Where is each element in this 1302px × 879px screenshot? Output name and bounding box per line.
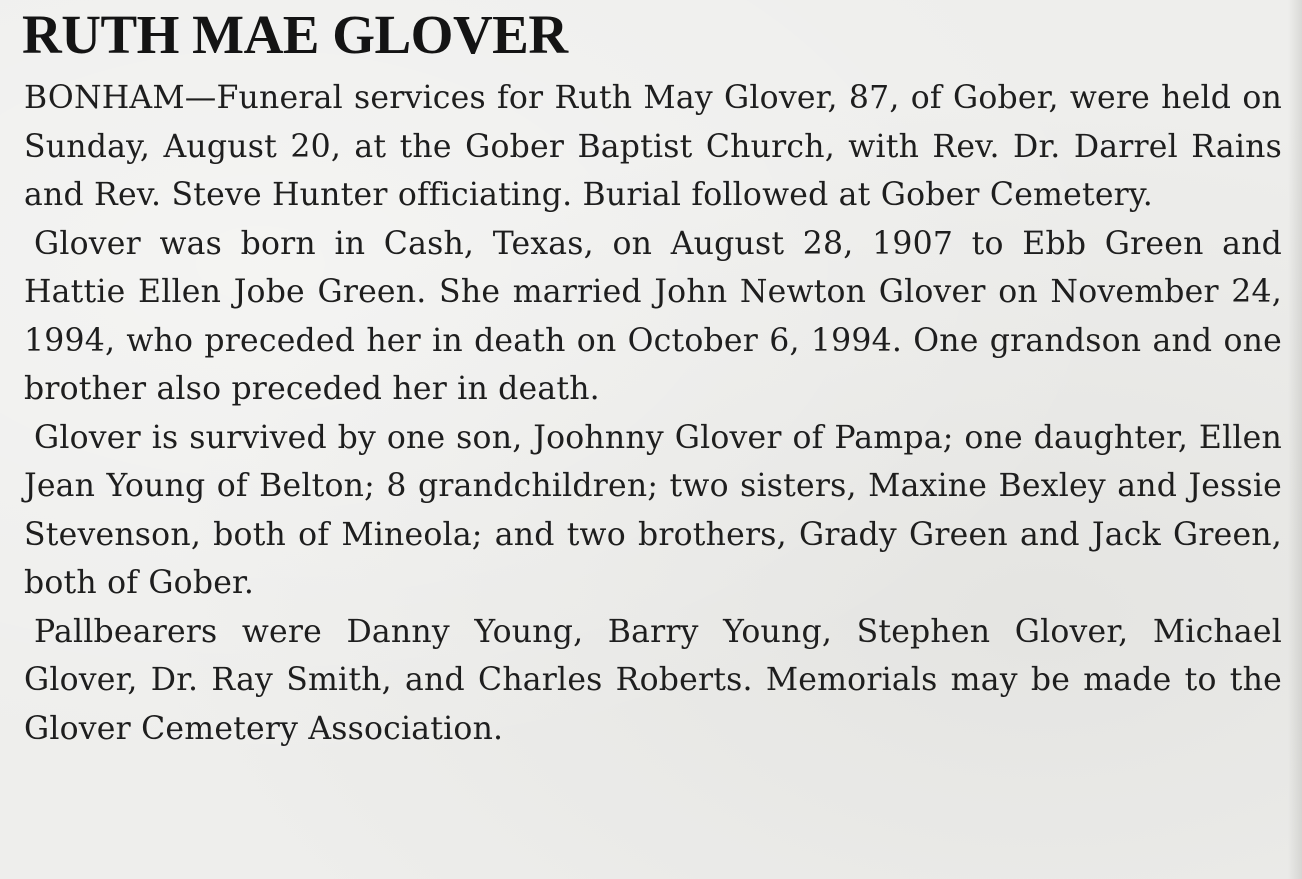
paragraph-funeral-services: BONHAM—Funeral services for Ruth May Glover, 87, of Gober, were held on Sunday, August 20, at the Gober Baptist Church, with Rev. Dr. Darrel Rains and Rev. Steve Hunter officiating. Burial followed at Gober Cemetery. <box>24 80 1282 213</box>
obituary-headline: RUTH MAE GLOVER <box>22 4 568 65</box>
paper-edge-shadow <box>1288 0 1302 879</box>
paragraph-pallbearers: Pallbearers were Danny Young, Barry Young, Stephen Glover, Michael Glover, Dr. Ray Smith, and Charles Roberts. Memorials may be made to the Glover Cemetery Association. <box>24 613 1282 747</box>
paragraph-survivors: Glover is survived by one son, Joohnny Glover of Pampa; one daughter, Ellen Jean Young of Belton; 8 grandchildren; two sisters, Maxine Bexley and Jessie Stevenson, both of Mineola; and two brothers, Grady Green and Jack Green, both of Gober. <box>24 419 1282 601</box>
paragraph-birth-marriage: Glover was born in Cash, Texas, on August 28, 1907 to Ebb Green and Hattie Ellen Jobe Green. She married John Newton Glover on November 24, 1994, who preceded her in death on October 6, 1994. One grandson and one brother also preceded her in death. <box>24 225 1282 407</box>
obituary-body <box>24 74 1282 753</box>
